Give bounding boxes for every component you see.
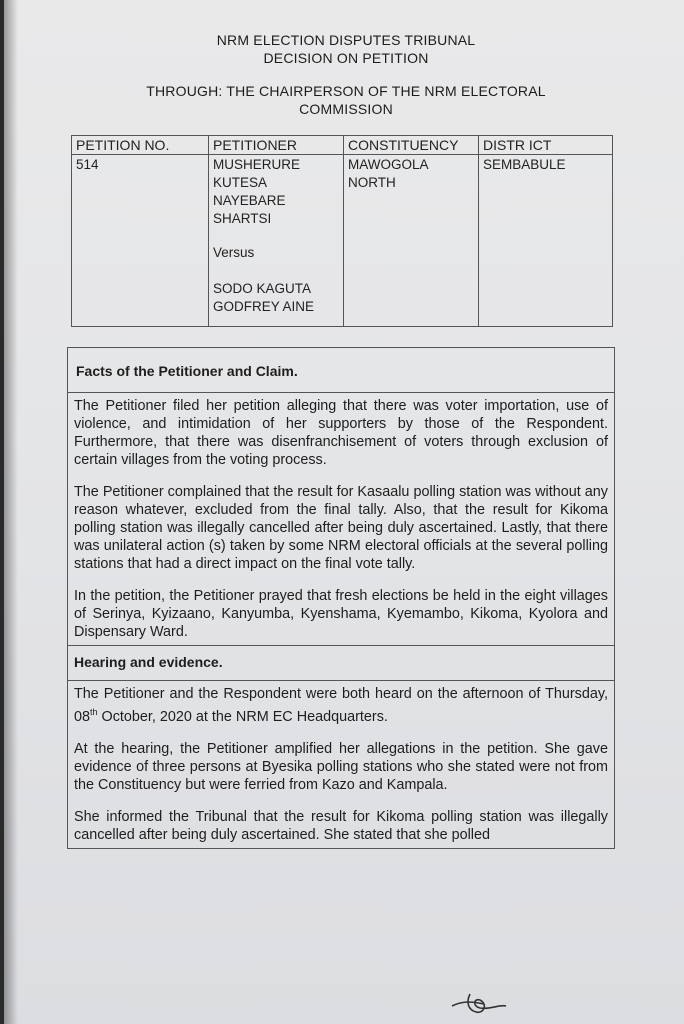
- hearing-paragraph: She informed the Tribunal that the result for Kikoma polling station was illegally cancelled after being duly ascertained. She stated that she polled: [74, 808, 608, 843]
- respondent-name: SODO KAGUTA: [213, 281, 312, 296]
- table-row: [72, 155, 613, 327]
- constituency-cell: MAWOGOLA NORTH: [344, 155, 479, 327]
- petitioner-name: KUTESA: [213, 175, 268, 190]
- col-district: DISTR ICT: [479, 136, 613, 155]
- table-header-row: [72, 136, 613, 155]
- hearing-paragraph: The Petitioner and the Respondent were both heard on the afternoon of Thursday, 08th October, 2020 at the NRM EC Headquarters.: [74, 686, 608, 725]
- petitioner-cell: [209, 155, 344, 327]
- petitioner-name: MUSHERURE: [213, 157, 301, 172]
- facts-body: [68, 393, 614, 646]
- versus-label: Versus: [213, 245, 255, 260]
- tribunal-title: NRM ELECTION DISPUTES TRIBUNAL: [216, 32, 476, 48]
- facts-paragraph: The Petitioner filed her petition alleging that there was voter importation, use of violence, and intimidation of her supporters by those of the Respondent. Furthermore, that there was disenfranchisement of voters through exclusion of certain villages from the voting process.: [74, 398, 608, 468]
- facts-paragraph: In the petition, the Petitioner prayed that fresh elections be held in the eight villages of Serinya, Kyizaano, Kanyumba, Kyenshama, Kyemambo, Kikoma, Kyolora and Dispensary Ward.: [74, 588, 608, 640]
- col-petition-no: PETITION NO.: [72, 136, 209, 155]
- decision-title: DECISION ON PETITION: [263, 50, 429, 66]
- col-petitioner: PETITIONER: [209, 136, 344, 155]
- hearing-paragraph: At the hearing, the Petitioner amplified her allegations in the petition. She gave evidence of three persons at Byesika polling stations who she stated were not from the Constituency but were ferried from Kazo and Kampala.: [74, 740, 608, 793]
- district-cell: SEMBABULE: [479, 155, 613, 327]
- petition-table: [71, 135, 613, 327]
- through-line: THROUGH: THE CHAIRPERSON OF THE NRM ELECTORAL: [146, 83, 546, 99]
- facts-box: [67, 347, 615, 849]
- petitioner-name: NAYEBARE: [213, 193, 286, 208]
- signature-mark: [444, 986, 514, 1016]
- hearing-heading: Hearing and evidence.: [68, 646, 614, 681]
- respondent-name: GODFREY AINE: [213, 299, 315, 314]
- petition-number: 514: [72, 155, 209, 327]
- col-constituency: CONSTITUENCY: [344, 136, 479, 155]
- facts-heading: Facts of the Petitioner and Claim.: [68, 348, 614, 393]
- through-line-2: COMMISSION: [299, 101, 393, 117]
- hearing-body: [68, 681, 614, 848]
- document-page: [4, 0, 684, 1024]
- petitioner-name: SHARTSI: [213, 211, 272, 226]
- facts-paragraph: The Petitioner complained that the result for Kasaalu polling station was without any reason whatever, excluded from the final tally. Also, that the result for Kikoma polling station was illegally cancelled after being duly ascertained. Lastly, that there was unilateral action (s) taken by some NRM electoral officials at the several polling stations that had a direct impact on the final vote tally.: [74, 484, 608, 572]
